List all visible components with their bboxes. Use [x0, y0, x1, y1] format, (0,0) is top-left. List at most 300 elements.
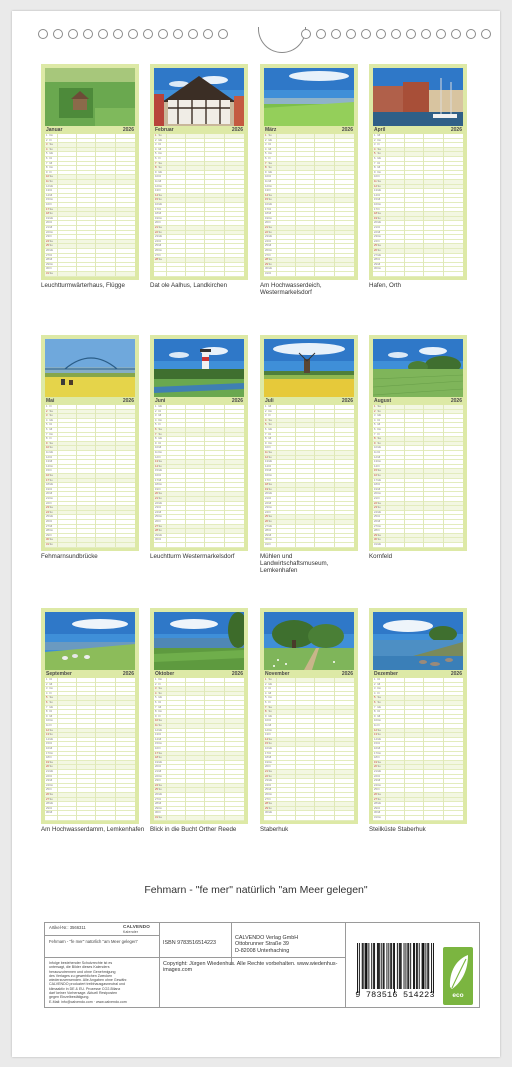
day-row: 30 Do — [373, 267, 463, 272]
day-row: 1 So — [264, 134, 354, 139]
day-row: 13 So — [373, 733, 463, 738]
month-photo — [45, 612, 135, 670]
day-row: 29 Sa — [373, 534, 463, 539]
day-row: 27 Mo — [264, 525, 354, 530]
month-name: Oktober — [155, 671, 175, 677]
day-row: 20 Fr — [264, 221, 354, 226]
day-row: 24 Di — [154, 240, 244, 245]
legal-line: CALVENDO produziert treibhausgasneutral und — [49, 982, 126, 987]
day-row: 2 Mi — [373, 683, 463, 688]
day-row: 11 Di — [373, 451, 463, 456]
day-row: 11 Mi — [154, 180, 244, 185]
day-row: 28 Do — [45, 529, 135, 534]
day-row: 14 Mo — [373, 738, 463, 743]
day-row: 28 Mo — [373, 802, 463, 807]
day-row: 22 Di — [373, 775, 463, 780]
day-row: 16 So — [373, 474, 463, 479]
day-row: 8 So — [264, 710, 354, 715]
day-row: 1 Mi — [373, 134, 463, 139]
barcode-bar — [383, 943, 384, 989]
month-photo — [45, 339, 135, 397]
day-row: 26 Do — [154, 249, 244, 254]
day-row: 9 So — [373, 442, 463, 447]
month-name: Juli — [265, 398, 274, 404]
day-row: 11 Mi — [264, 180, 354, 185]
day-row: 23 Fr — [154, 779, 244, 784]
day-row: 20 Fr — [154, 221, 244, 226]
binding-hole — [68, 29, 78, 39]
day-row: 30 Mi — [373, 811, 463, 816]
barcode-bar — [401, 943, 402, 989]
day-row: 21 Mo — [373, 770, 463, 775]
day-row: 3 So — [45, 414, 135, 419]
day-row: 4 So — [45, 148, 135, 153]
barcode-bar — [365, 943, 366, 989]
day-row: 8 So — [154, 166, 244, 171]
day-row: 16 Do — [264, 474, 354, 479]
calendar-title: Fehmarn - "fe mer" natürlich "am Meer gelegen" — [144, 884, 368, 896]
day-row: 14 Sa — [264, 194, 354, 199]
day-row: 16 Mo — [154, 203, 244, 208]
day-row: 19 Mo — [45, 217, 135, 222]
day-row: 31 So — [45, 543, 135, 548]
month-caption: Leuchtturmwärterhaus, Flügge — [41, 282, 125, 289]
day-row: 21 Do — [45, 497, 135, 502]
day-row: 27 Di — [45, 254, 135, 259]
day-row: 23 Do — [264, 506, 354, 511]
binding-hole — [421, 29, 431, 39]
day-row: 6 Fr — [264, 701, 354, 706]
day-row: 14 Sa — [264, 738, 354, 743]
day-row: 16 Mo — [264, 747, 354, 752]
day-row: 9 Mo — [264, 171, 354, 176]
article-number: Artikel-Nr.: 3566311 — [49, 925, 86, 930]
barcode — [351, 941, 435, 1007]
day-row: 28 So — [154, 529, 244, 534]
day-row: 25 Mi — [264, 244, 354, 249]
day-row: 26 So — [373, 249, 463, 254]
month-header — [154, 126, 244, 134]
calvendo-logo: CALVENDO Kalender — [123, 924, 151, 935]
day-row: 14 Di — [264, 465, 354, 470]
day-row — [264, 816, 354, 821]
day-row: 15 So — [154, 198, 244, 203]
day-row: 14 So — [154, 465, 244, 470]
day-row: 19 Sa — [45, 761, 135, 766]
day-row: 25 So — [45, 244, 135, 249]
barcode-bar — [359, 943, 360, 993]
day-row: 17 So — [45, 479, 135, 484]
day-row: 17 Di — [154, 208, 244, 213]
day-row: 15 So — [264, 198, 354, 203]
day-row: 18 Sa — [373, 212, 463, 217]
day-row: 12 So — [373, 185, 463, 190]
legal-line: Infolge bestehender Schutzrechte ist es — [49, 961, 113, 965]
day-row: 1 Di — [45, 678, 135, 683]
day-row: 18 Fr — [373, 756, 463, 761]
month-caption: Dat ole Aalhus, Landkirchen — [150, 282, 228, 289]
day-row: 31 Mo — [373, 543, 463, 548]
day-row: 25 Mi — [264, 788, 354, 793]
barcode-bar — [363, 943, 364, 989]
day-row: 3 Di — [264, 143, 354, 148]
month-year: 2026 — [231, 398, 243, 404]
day-row: 15 Mi — [373, 198, 463, 203]
month-name: April — [374, 127, 386, 133]
day-row: 5 Mo — [154, 696, 244, 701]
day-row: 28 Mo — [45, 802, 135, 807]
day-row: 31 Fr — [264, 543, 354, 548]
month-photo — [264, 612, 354, 670]
legal-line: des Verlages zu gewerblichen Zwecken — [49, 973, 113, 978]
barcode-bar — [386, 943, 387, 989]
day-row: 16 Fr — [45, 203, 135, 208]
day-row: 31 Sa — [45, 272, 135, 277]
month-card-november — [260, 608, 358, 824]
day-row: 5 Di — [45, 423, 135, 428]
month-header — [45, 126, 135, 134]
day-row: 6 Di — [154, 701, 244, 706]
day-row: 18 Sa — [264, 483, 354, 488]
barcode-bar — [397, 943, 398, 989]
barcode-bar — [384, 943, 385, 989]
legal-line: gegen Einzelbestätigung. — [49, 995, 90, 1000]
month-year: 2026 — [450, 127, 462, 133]
day-row: 15 Mi — [264, 469, 354, 474]
day-row: 16 Mo — [264, 203, 354, 208]
barcode-bar — [416, 943, 417, 989]
day-row: 1 Di — [373, 678, 463, 683]
eco-label: eco — [452, 992, 464, 999]
day-row: 4 Mi — [264, 148, 354, 153]
month-year: 2026 — [341, 127, 353, 133]
day-row: 25 Sa — [373, 244, 463, 249]
day-row: 27 Fr — [154, 254, 244, 259]
day-row: 8 Di — [45, 710, 135, 715]
month-year: 2026 — [231, 671, 243, 677]
day-row: 4 Fr — [45, 692, 135, 697]
publisher-line: D-82008 Unterhaching — [235, 947, 290, 954]
day-row: 3 Mi — [154, 414, 244, 419]
day-row: 2 Do — [264, 410, 354, 415]
day-row: 25 Mi — [154, 244, 244, 249]
day-grid — [154, 405, 244, 547]
barcode-bar — [422, 943, 423, 989]
day-row: 13 Di — [45, 189, 135, 194]
day-row: 9 Mi — [45, 715, 135, 720]
month-card-dezember — [369, 608, 467, 824]
day-row: 24 Sa — [45, 240, 135, 245]
day-row: 13 Fr — [154, 189, 244, 194]
day-row: 27 Sa — [154, 525, 244, 530]
day-row: 30 So — [373, 538, 463, 543]
month-name: Juni — [155, 398, 166, 404]
barcode-bar — [425, 943, 426, 989]
day-row: 20 Di — [154, 765, 244, 770]
day-row: 5 So — [373, 152, 463, 157]
barcode-bar — [423, 943, 424, 989]
binding-hole — [436, 29, 446, 39]
month-caption: Steilküste Staberhuk — [369, 826, 426, 833]
binding-hole — [466, 29, 476, 39]
month-year: 2026 — [231, 127, 243, 133]
day-row: 28 Mi — [45, 258, 135, 263]
binding-holes — [38, 29, 498, 43]
day-row: 15 Do — [45, 198, 135, 203]
day-row: 4 Sa — [264, 419, 354, 424]
day-row: 22 Di — [45, 775, 135, 780]
day-row: 4 So — [154, 692, 244, 697]
month-name: Mai — [46, 398, 55, 404]
day-row: 25 Fr — [45, 788, 135, 793]
day-row: 9 Mi — [373, 715, 463, 720]
barcode-bar — [417, 943, 418, 989]
day-row: 21 Mi — [154, 770, 244, 775]
month-name: Januar — [46, 127, 63, 133]
day-row: 4 Mi — [154, 148, 244, 153]
binding-hole — [301, 29, 311, 39]
day-row: 2 Di — [154, 410, 244, 415]
day-row: 7 Di — [373, 162, 463, 167]
month-photo — [373, 68, 463, 126]
day-row: 21 So — [154, 497, 244, 502]
day-row: 27 Mi — [45, 525, 135, 530]
day-row: 20 Fr — [264, 765, 354, 770]
day-row: 30 Mo — [264, 811, 354, 816]
day-row: 26 Sa — [373, 793, 463, 798]
day-row: 13 So — [45, 733, 135, 738]
day-row: 17 Di — [264, 752, 354, 757]
day-row: 4 Di — [373, 419, 463, 424]
month-card-april — [369, 64, 467, 280]
day-row: 29 Mi — [373, 263, 463, 268]
day-row: 20 Mi — [45, 492, 135, 497]
day-grid — [373, 134, 463, 276]
month-name: September — [46, 671, 72, 677]
day-row: 18 Mi — [264, 756, 354, 761]
day-row: 13 Sa — [154, 460, 244, 465]
month-name: Februar — [155, 127, 174, 133]
month-caption: Mühlen und Landwirtschaftsmuseum, Lemkenhafen — [260, 553, 329, 574]
month-caption: Hafen, Orth — [369, 282, 401, 289]
day-row: 23 Fr — [45, 235, 135, 240]
day-row: 13 Di — [154, 733, 244, 738]
day-row: 18 Do — [154, 483, 244, 488]
barcode-bar — [357, 943, 358, 993]
day-row: 22 So — [264, 775, 354, 780]
day-row: 31 Do — [373, 816, 463, 821]
month-card-januar — [41, 64, 139, 280]
day-row: 18 Mi — [264, 212, 354, 217]
day-row: 16 Mi — [373, 747, 463, 752]
day-row: 19 Mo — [154, 761, 244, 766]
day-row: 10 Mi — [154, 446, 244, 451]
day-row: 17 Fr — [373, 208, 463, 213]
barcode-bar — [424, 943, 425, 989]
barcode-bar — [378, 943, 379, 989]
month-header — [373, 126, 463, 134]
day-row: 11 Fr — [45, 724, 135, 729]
day-row: 2 Fr — [154, 683, 244, 688]
day-row: 17 Sa — [45, 208, 135, 213]
day-row: 17 Mo — [373, 479, 463, 484]
day-row: 6 Mo — [264, 428, 354, 433]
day-row: 19 Sa — [373, 761, 463, 766]
legal-text — [49, 961, 157, 1004]
day-row: 2 Sa — [45, 410, 135, 415]
barcode-bar — [414, 943, 415, 989]
day-row: 6 Fr — [264, 157, 354, 162]
day-row: 3 Di — [264, 687, 354, 692]
day-row: 23 Mo — [264, 235, 354, 240]
day-row: 29 Mi — [264, 534, 354, 539]
day-row: 21 Di — [373, 226, 463, 231]
day-row: 28 Sa — [264, 802, 354, 807]
day-row: 5 Do — [154, 152, 244, 157]
binding-hole — [481, 29, 491, 39]
day-row: 18 So — [154, 756, 244, 761]
binding-hole — [158, 29, 168, 39]
barcode-bar — [367, 943, 368, 989]
barcode-bar — [427, 943, 428, 989]
day-row: 10 So — [45, 446, 135, 451]
barcode-bar — [362, 943, 363, 989]
binding-hole — [451, 29, 461, 39]
day-row: 2 Do — [373, 139, 463, 144]
barcode-bar — [377, 943, 378, 989]
day-row: 30 Mo — [264, 267, 354, 272]
binding-hole — [188, 29, 198, 39]
day-row: 8 Do — [154, 710, 244, 715]
day-row: 23 Sa — [45, 506, 135, 511]
day-grid — [45, 678, 135, 820]
legal-line: wiederzuverwenden. Alle Angaben ohne Gewähr. — [49, 978, 128, 983]
binding-hole — [376, 29, 386, 39]
day-row: 12 Sa — [45, 729, 135, 734]
day-row: 13 Fr — [264, 733, 354, 738]
month-photo — [45, 68, 135, 126]
day-row: 19 Di — [45, 488, 135, 493]
binding-hole — [218, 29, 228, 39]
month-year: 2026 — [341, 671, 353, 677]
day-row: 12 Sa — [373, 729, 463, 734]
day-row: 20 Do — [373, 492, 463, 497]
day-row: 24 Di — [264, 240, 354, 245]
month-card-september — [41, 608, 139, 824]
day-row: 20 So — [373, 765, 463, 770]
day-row: 5 Sa — [45, 696, 135, 701]
day-row: 27 Di — [154, 798, 244, 803]
day-row: 10 Mo — [373, 446, 463, 451]
day-row: 25 Di — [373, 515, 463, 520]
calendar-page — [12, 11, 500, 1057]
day-row: 7 So — [154, 433, 244, 438]
day-row: 21 Mi — [45, 226, 135, 231]
month-caption: Leuchtturm Westermarkelsdorf — [150, 553, 235, 560]
day-row: 10 Di — [264, 175, 354, 180]
month-photo — [154, 68, 244, 126]
day-row: 25 Fr — [373, 788, 463, 793]
day-row: 28 Sa — [154, 258, 244, 263]
day-row: 27 So — [373, 798, 463, 803]
day-grid — [264, 134, 354, 276]
day-grid — [154, 678, 244, 820]
month-caption: Fehmarnsundbrücke — [41, 553, 98, 560]
month-name: November — [265, 671, 290, 677]
barcode-bar — [419, 943, 420, 989]
barcode-bar — [428, 943, 429, 989]
day-row: 14 Sa — [154, 194, 244, 199]
day-row: 3 Mo — [373, 414, 463, 419]
day-row — [45, 816, 135, 821]
day-row: 7 Mo — [373, 706, 463, 711]
day-row: 12 Di — [45, 456, 135, 461]
day-row: 31 Di — [264, 272, 354, 277]
day-row: 14 Do — [45, 465, 135, 470]
day-row: 2 Mo — [264, 683, 354, 688]
month-header — [45, 670, 135, 678]
day-row: 26 Di — [45, 520, 135, 525]
day-row: 14 Fr — [373, 465, 463, 470]
day-row: 1 Do — [45, 134, 135, 139]
day-row: 25 So — [154, 788, 244, 793]
month-card-juni — [150, 335, 248, 551]
binding-hole — [203, 29, 213, 39]
day-row: 28 Di — [373, 258, 463, 263]
day-row: 24 Di — [264, 784, 354, 789]
day-row: 2 Mo — [264, 139, 354, 144]
day-row: 6 Fr — [154, 157, 244, 162]
day-row: 24 Sa — [154, 784, 244, 789]
day-row: 25 Mo — [45, 515, 135, 520]
day-row: 6 Do — [373, 428, 463, 433]
binding-hole — [98, 29, 108, 39]
day-row: 6 Sa — [154, 428, 244, 433]
day-row: 1 Fr — [45, 405, 135, 410]
day-row: 12 Mo — [154, 729, 244, 734]
day-row: 7 Sa — [264, 706, 354, 711]
day-row: 6 Di — [45, 157, 135, 162]
day-row: 10 Do — [45, 719, 135, 724]
binding-hole — [53, 29, 63, 39]
day-row: 26 Mi — [373, 520, 463, 525]
day-row: 24 Fr — [373, 240, 463, 245]
day-row: 9 Sa — [45, 442, 135, 447]
legal-line: darf keiner Vorhersage. Aktuell Restposten — [49, 991, 118, 996]
binding-hole — [361, 29, 371, 39]
month-year: 2026 — [450, 671, 462, 677]
day-row: 29 Di — [373, 807, 463, 812]
month-year: 2026 — [341, 398, 353, 404]
day-grid — [264, 678, 354, 820]
day-row: 17 Fr — [264, 479, 354, 484]
day-row: 14 Di — [373, 194, 463, 199]
day-row: 29 Mo — [154, 534, 244, 539]
day-row: 29 Fr — [45, 534, 135, 539]
binding-hole — [316, 29, 326, 39]
day-row: 5 So — [264, 423, 354, 428]
day-row: 1 Sa — [373, 405, 463, 410]
month-photo — [154, 339, 244, 397]
day-row: 28 Mi — [154, 802, 244, 807]
binding-hole — [38, 29, 48, 39]
day-row: 12 Mo — [45, 185, 135, 190]
barcode-bar — [374, 943, 375, 989]
day-row: 29 So — [264, 263, 354, 268]
day-row: 7 Sa — [154, 162, 244, 167]
binding-hole — [331, 29, 341, 39]
day-row: 11 Do — [154, 451, 244, 456]
